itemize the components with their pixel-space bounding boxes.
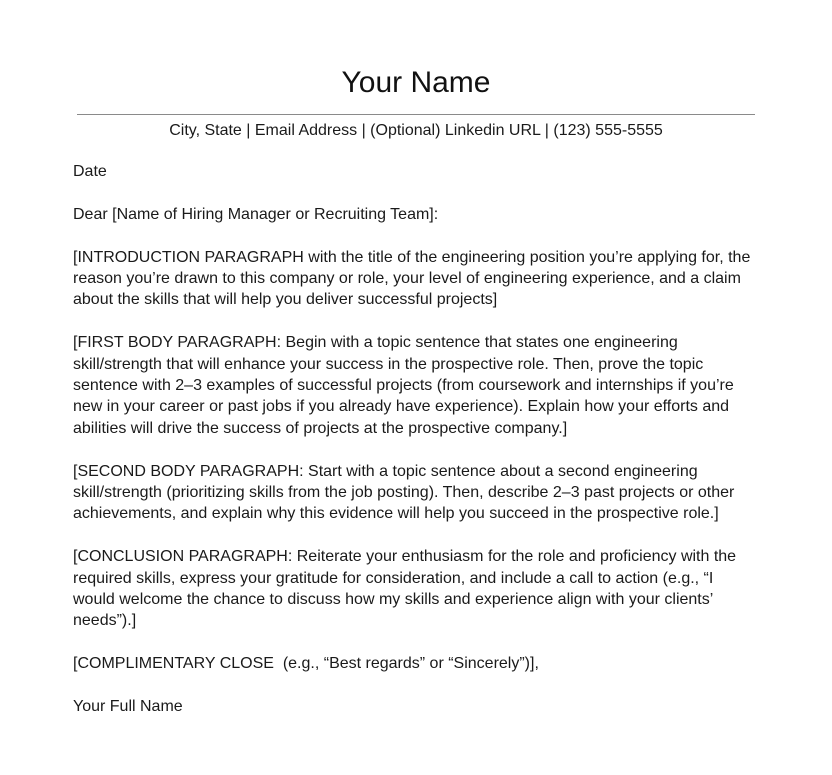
applicant-name-heading: Your Name (341, 66, 491, 99)
contact-info-line: City, State | Email Address | (Optional) Linkedin URL | (123) 555-5555 (169, 122, 663, 139)
header-divider (77, 114, 755, 115)
first-body-paragraph: [FIRST BODY PARAGRAPH: Begin with a topic sentence that states one engineering skill/strength that will enhance your success in the prospective role. Then, prove the topic sentence with 2–3 examples of successful projects (from coursework and internships if you’re new in your career or past jobs if you already have experience). Explain how your efforts and abilities will drive the success of projects at the prospective company.] (73, 334, 734, 437)
complimentary-close: [COMPLIMENTARY CLOSE (e.g., “Best regards” or “Sincerely”)], (73, 655, 539, 673)
letter-body (73, 161, 773, 739)
signature-name: Your Full Name (73, 698, 183, 716)
date-line: Date (73, 163, 107, 180)
conclusion-paragraph: [CONCLUSION PARAGRAPH: Reiterate your enthusiasm for the role and proficiency with the required skills, express your gratitude for consideration, and include a call to action (e.g., “I would welcome the chance to discuss how my skills and experience align with your clients’ needs”).] (73, 548, 737, 630)
second-body-paragraph: [SECOND BODY PARAGRAPH: Start with a topic sentence about a second engineering skill/strength (prioritizing skills from the job posting). Then, describe 2–3 past projects or other achievements, and explain why this evidence will help you succeed in the prospective role.] (73, 462, 735, 523)
salutation: Dear [Name of Hiring Manager or Recruiting Team]: (73, 205, 439, 223)
introduction-paragraph: [INTRODUCTION PARAGRAPH with the title of the engineering position you’re applying for, the reason you’re drawn to this company or role, your level of engineering experience, and a claim about the skills that will help you deliver successful projects] (73, 248, 751, 309)
